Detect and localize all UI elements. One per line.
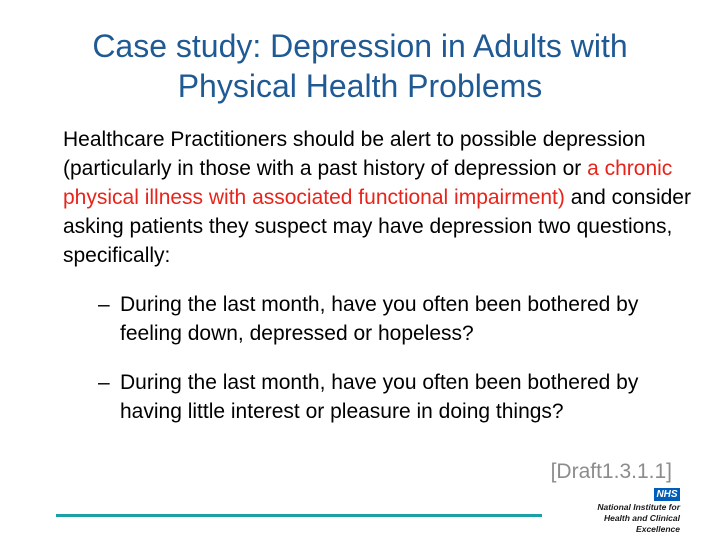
draft-reference: [Draft1.3.1.1] bbox=[550, 460, 672, 483]
nice-org-line-2: Health and Clinical Excellence bbox=[603, 513, 680, 534]
footer-divider bbox=[56, 514, 542, 517]
bullet-dash-2: – bbox=[98, 371, 110, 394]
bullet-dash-1: – bbox=[98, 293, 110, 316]
bullet-text-1: During the last month, have you often been bothered by feeling down, depressed or hopeless? bbox=[120, 293, 639, 345]
slide-title-line-2: Physical Health Problems bbox=[177, 68, 543, 104]
question-bullet-1 bbox=[98, 290, 678, 348]
question-bullet-2 bbox=[98, 368, 678, 426]
slide-title bbox=[30, 26, 690, 106]
intro-text-end: and consider asking patients they suspect may have depression two questions, specifically: bbox=[63, 186, 691, 267]
intro-paragraph bbox=[63, 125, 693, 270]
slide-title-line-1: Case study: Depression in Adults with bbox=[92, 28, 628, 64]
nice-logo-text bbox=[560, 502, 680, 535]
intro-highlight: a chronic physical illness with associated functional impairment) bbox=[63, 157, 673, 209]
nice-org-line-1: National Institute for bbox=[597, 502, 680, 512]
bullet-text-2: During the last month, have you often been bothered by having little interest or pleasure in doing things? bbox=[120, 371, 639, 423]
nhs-logo: NHS bbox=[654, 488, 680, 501]
intro-text-start: Healthcare Practitioners should be alert to possible depression (particularly in those with a past history of depression or bbox=[63, 128, 646, 180]
